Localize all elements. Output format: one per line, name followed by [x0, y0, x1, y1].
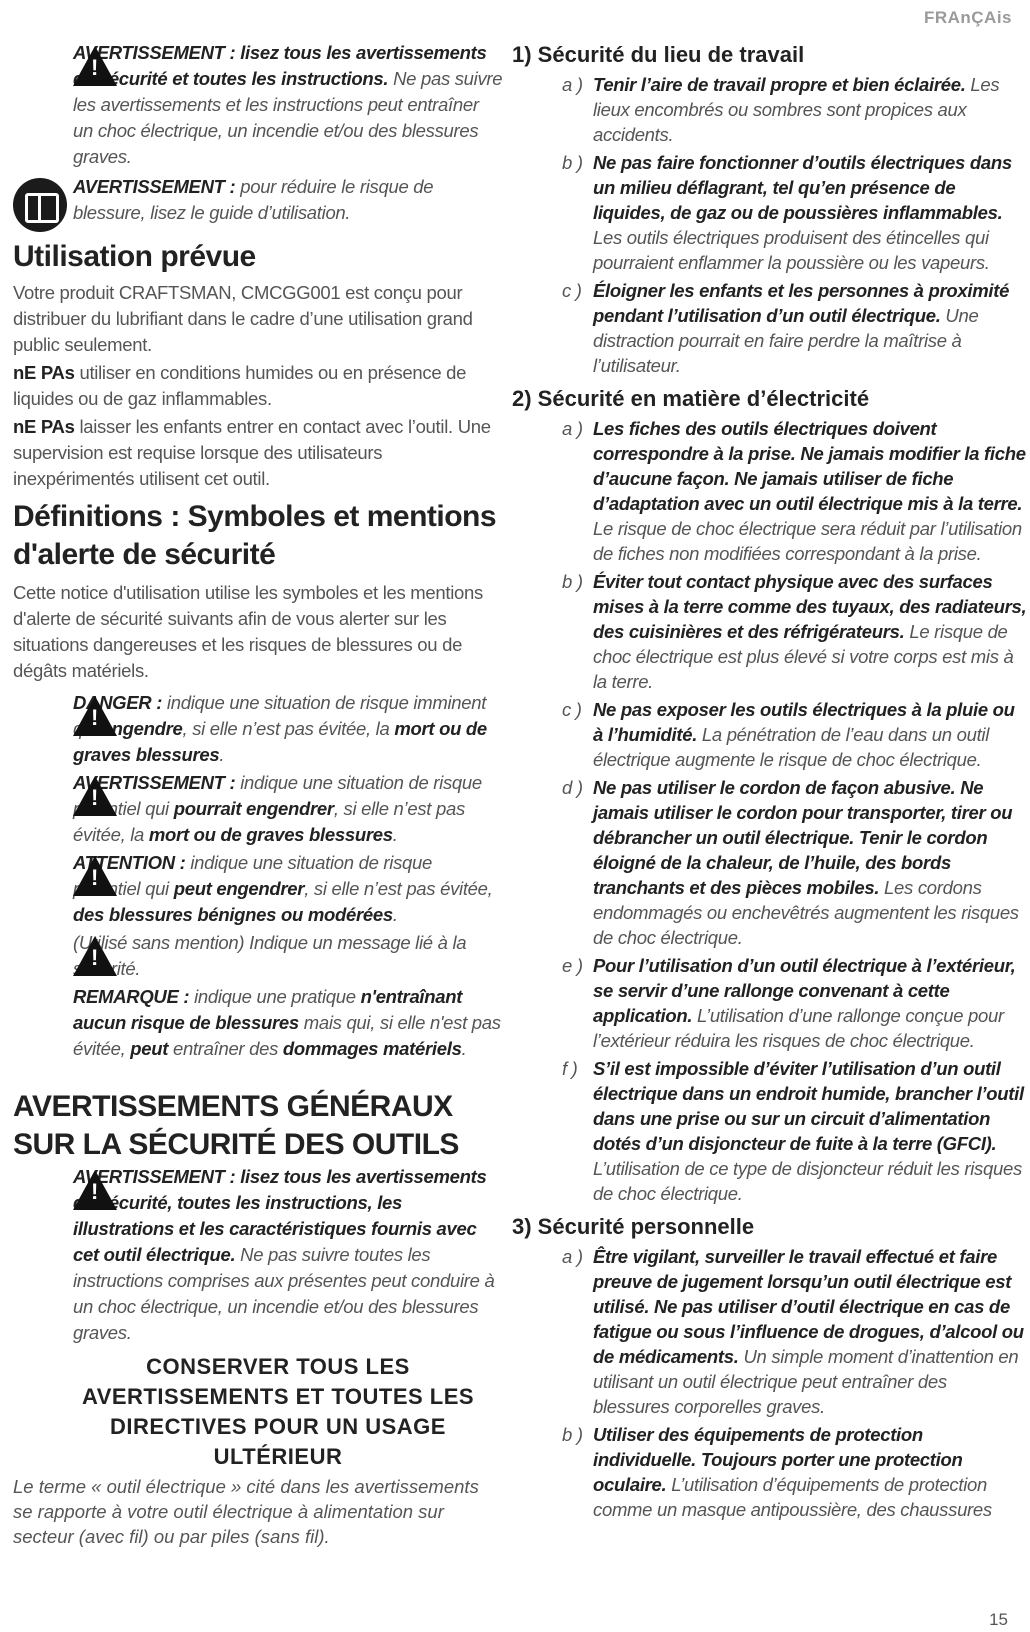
warning-triangle-icon: [73, 776, 117, 816]
item-label: c ): [562, 699, 582, 720]
definitions-intro: Cette notice d'utilisation utilise les symboles et les mentions d'alerte de sécurité suivants afin de vous alerter sur les situations dangereuses et les risques de blessures ou de dégâts matériels.: [13, 582, 483, 681]
item-explanation: La pénétration de l’eau dans un outil électrique augmente le risque de choc électrique.: [593, 724, 990, 770]
safety-rule-item: [528, 697, 1028, 772]
item-rule: Les fiches des outils électriques doivent correspondre à la prise. Ne jamais modifier la fiche d’aucune façon. Ne jamais utiliser de fiche d’adaptation avec un outil électrique mis à la terre.: [593, 418, 1026, 514]
item-rule: Éloigner les enfants et les personnes à proximité pendant l’utilisation d’un outil électrique.: [593, 280, 1010, 326]
item-rule: Tenir l’aire de travail propre et bien éclairée.: [593, 74, 966, 95]
safety-rule-item: [528, 569, 1028, 694]
safety-rule-item: [528, 1244, 1028, 1419]
warning-triangle-icon: [73, 1170, 117, 1210]
item-rule: S’il est impossible d’éviter l’utilisation d’un outil électrique dans un endroit humide, brancher l’outil dans une prise ou sur un circuit d’alimentation dotés d’un disjoncteur de fuite à la terre (GFCI).: [593, 1058, 1024, 1154]
item-explanation: Le risque de choc électrique sera réduit par l’utilisation de fiches non modifiées correspondant à la prise.: [593, 518, 1022, 564]
save-instructions-notice: CONSERVER TOUS LES AVERTISSEMENTS ET TOUTES LES DIRECTIVES POUR UN USAGE ULTÉRIEUR: [81, 1354, 475, 1469]
right-column: [512, 40, 1028, 1525]
item-explanation: Le risque de choc électrique est plus élevé si votre corps est mis à la terre.: [593, 621, 1014, 692]
work-area-list: [528, 72, 1028, 378]
safety-rule-item: [528, 1422, 1028, 1522]
electrical-list: [528, 416, 1028, 1206]
item-rule: Éviter tout contact physique avec des surfaces mises à la terre comme des tuyaux, des radiateurs, des cuisinières et des réfrigérateurs.: [593, 571, 1027, 642]
item-explanation: Une distraction pourrait en faire perdre la maîtrise à l’utilisateur.: [593, 305, 979, 376]
general-warnings-heading: AVERTISSEMENTS GÉNÉRAUX SUR LA SÉCURITÉ DES OUTILS: [13, 1090, 459, 1161]
item-explanation: Les outils électriques produisent des étincelles qui pourraient enflammer la poussière ou les vapeurs.: [593, 227, 990, 273]
item-rule: Ne pas exposer les outils électriques à la pluie ou à l’humidité.: [593, 699, 1015, 745]
item-label: d ): [562, 777, 583, 798]
item-label: a ): [562, 74, 583, 95]
item-label: e ): [562, 955, 583, 976]
item-explanation: L’utilisation d’équipements de protection comme un masque antipoussière, des chaussures: [593, 1474, 992, 1520]
warning-read-all: ! AVERTISSEMENT : lisez tous les avertissements de sécurité et toutes les instructions. Ne pas suivre les avertissements et les instructions peut entraîner un choc électrique, un incendie et/ou des blessures graves.: [13, 40, 503, 170]
danger-definition: ! DANGER : indique une situation de risque imminent qui engendre, si elle n’est pas évitée, la mort ou de graves blessures.: [13, 690, 503, 768]
item-explanation: L’utilisation d’une rallonge conçue pour l’extérieur réduira les risques de choc électrique.: [593, 1005, 1004, 1051]
item-label: a ): [562, 418, 583, 439]
item-label: b ): [562, 1424, 583, 1445]
item-label: c ): [562, 280, 582, 301]
work-area-heading: 1) Sécurité du lieu de travail: [512, 42, 805, 67]
language-label: FRAnÇAis: [923, 8, 1012, 27]
safety-rule-item: [528, 1056, 1028, 1206]
item-rule: Ne pas faire fonctionner d’outils électriques dans un milieu déflagrant, tel qu’en présence de liquides, de gaz ou de poussières inflammables.: [593, 152, 1012, 223]
left-column: [13, 40, 503, 1549]
notice-definition: REMARQUE : indique une pratique n'entraînant aucun risque de blessures mais qui, si elle n'est pas évitée, peut entraîner des dommages matériels.: [73, 986, 501, 1059]
item-explanation: L’utilisation de ce type de disjoncteur réduit les risques de choc électrique.: [593, 1158, 1022, 1204]
no-wet-text: nE PAs utiliser en conditions humides ou en présence de liquides ou de gaz inflammables.: [13, 362, 467, 409]
item-rule: Utiliser des équipements de protection individuelle. Toujours porter une protection oculaire.: [593, 1424, 963, 1495]
general-warning: ! AVERTISSEMENT : lisez tous les avertissements de sécurité, toutes les instructions, les illustrations et les caractéristiques fournis avec cet outil électrique. Ne pas suivre toutes les instructions comprises aux présentes peut conduire à un choc électrique, un incendie et/ou des blessures graves.: [13, 1164, 503, 1346]
safety-rule-item: [528, 416, 1028, 566]
item-rule: Ne pas utiliser le cordon de façon abusive. Ne jamais utiliser le cordon pour transporter, tirer ou débrancher un outil électrique. Tenir le cordon éloigné de la chaleur, de l’huile, des bords tranchants et des pièces mobiles.: [593, 777, 1013, 898]
safety-rule-item: [528, 775, 1028, 950]
item-label: a ): [562, 1246, 583, 1267]
electrical-heading: 2) Sécurité en matière d’électricité: [512, 386, 870, 411]
item-explanation: Un simple moment d’inattention en utilisant un outil électrique peut entraîner des blessures corporelles graves.: [593, 1346, 1019, 1417]
intended-use-text: Votre produit CRAFTSMAN, CMCGG001 est conçu pour distribuer du lubrifiant dans le cadre d’une utilisation grand public seulement.: [13, 282, 473, 355]
item-label: f ): [562, 1058, 578, 1079]
warning-triangle-icon: [73, 696, 117, 736]
caution-definition: ! ATTENTION : indique une situation de risque potentiel qui peut engendrer, si elle n’est pas évitée, des blessures bénignes ou modérées.: [13, 850, 503, 928]
safety-rule-item: [528, 72, 1028, 147]
warning-definition: ! AVERTISSEMENT : indique une situation de risque potentiel qui pourrait engendrer, si elle n’est pas évitée, la mort ou de graves blessures.: [13, 770, 503, 848]
read-manual-icon: [13, 178, 67, 232]
definitions-heading: Définitions : Symboles et mentions d'alerte de sécurité: [13, 500, 497, 571]
item-label: b ): [562, 152, 583, 173]
safety-rule-item: [528, 150, 1028, 275]
personal-list: [528, 1244, 1028, 1522]
intended-use-heading: Utilisation prévue: [13, 240, 256, 273]
power-tool-term: Le terme « outil électrique » cité dans les avertissements se rapporte à votre outil électrique à alimentation sur secteur (avec fil) ou par piles (sans fil).: [13, 1476, 479, 1547]
warning-triangle-icon: [73, 856, 117, 896]
item-explanation: Les lieux encombrés ou sombres sont propices aux accidents.: [593, 74, 1000, 145]
page-number: 15: [989, 1610, 1008, 1629]
warning-read-manual: AVERTISSEMENT : pour réduire le risque de blessure, lisez le guide d’utilisation.: [13, 174, 503, 226]
warning-triangle-icon: [73, 46, 117, 86]
no-children-text: nE PAs laisser les enfants entrer en contact avec l’outil. Une supervision est requise lorsque des utilisateurs inexpérimentés utilisent cet outil.: [13, 416, 491, 489]
item-rule: Être vigilant, surveiller le travail effectué et faire preuve de jugement lorsqu’un outil électrique est utilisé. Ne pas utiliser d’outil électrique en cas de fatigue ou sous l’influence de drogues, d’alcool ou de médicaments.: [593, 1246, 1024, 1367]
personal-heading: 3) Sécurité personnelle: [512, 1214, 755, 1239]
item-explanation: Les cordons endommagés ou enchevêtrés augmentent les risques de choc électrique.: [593, 877, 1019, 948]
item-label: b ): [562, 571, 583, 592]
warning-triangle-icon: [73, 936, 117, 976]
safety-rule-item: [528, 278, 1028, 378]
item-rule: Pour l’utilisation d’un outil électrique à l’extérieur, se servir d’une rallonge convenant à cette application.: [593, 955, 1016, 1026]
safety-rule-item: [528, 953, 1028, 1053]
safety-alert-definition: ! (Utilisé sans mention) Indique un message lié à la sécurité.: [13, 930, 503, 982]
